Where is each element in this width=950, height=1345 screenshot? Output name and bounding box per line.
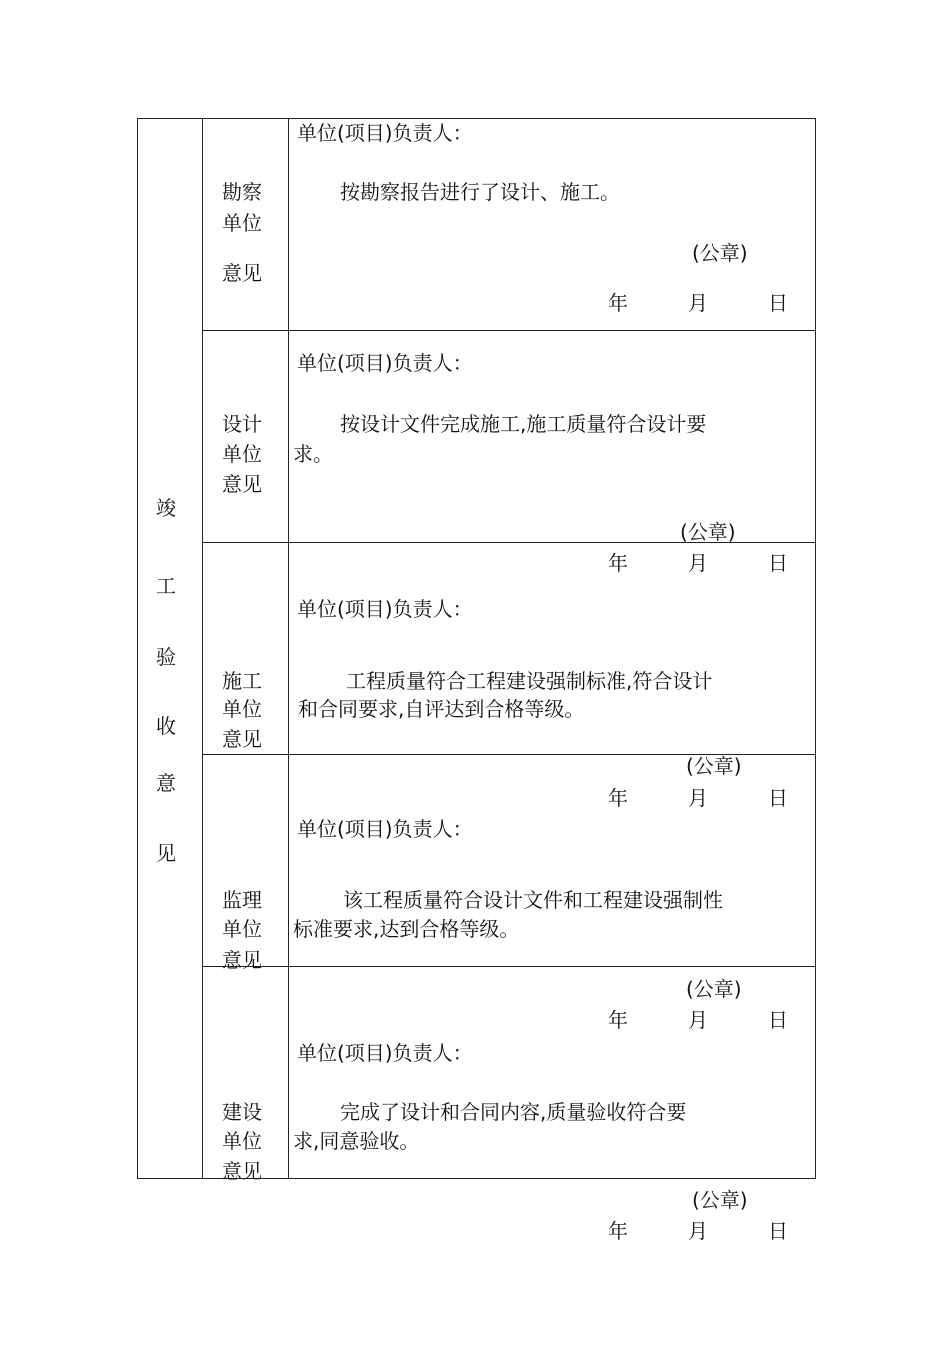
opinion-text: 标准要求,达到合格等级。 — [293, 917, 520, 941]
date-month: 月 — [688, 551, 708, 575]
date-month: 月 — [688, 1008, 708, 1032]
date-month: 月 — [688, 1219, 708, 1243]
opinion-text: 求,同意验收。 — [293, 1129, 420, 1153]
section-title-char: 工 — [156, 574, 176, 598]
row-label: 设计 — [222, 412, 262, 436]
seal-label: (公章) — [686, 977, 742, 1001]
row-label: 意见 — [222, 261, 262, 285]
date-year: 年 — [608, 551, 628, 575]
date-year: 年 — [608, 1008, 628, 1032]
signer-label: 单位(项目)负责人： — [297, 121, 473, 145]
date-day: 日 — [768, 1219, 788, 1243]
date-day: 日 — [768, 551, 788, 575]
section-title-char: 见 — [156, 841, 176, 865]
signer-label: 单位(项目)负责人： — [297, 817, 473, 841]
seal-label: (公章) — [692, 1188, 748, 1212]
row-label: 意见 — [222, 472, 262, 496]
row-label: 建设 — [222, 1100, 262, 1124]
row-label: 监理 — [222, 888, 262, 912]
signer-label: 单位(项目)负责人： — [297, 597, 473, 621]
row-label: 单位 — [222, 442, 262, 466]
row-label: 单位 — [222, 917, 262, 941]
date-month: 月 — [688, 291, 708, 315]
signer-label: 单位(项目)负责人： — [297, 1041, 473, 1065]
date-day: 日 — [768, 786, 788, 810]
row-label: 施工 — [222, 669, 262, 693]
row-label: 意见 — [222, 1159, 262, 1183]
date-year: 年 — [608, 786, 628, 810]
row-label: 勘察 — [222, 180, 262, 204]
section-title-char: 收 — [156, 714, 176, 738]
signer-label: 单位(项目)负责人： — [297, 351, 473, 375]
column-divider-2 — [288, 118, 289, 1179]
row-label: 单位 — [222, 211, 262, 235]
opinion-text: 该工程质量符合设计文件和工程建设强制性 — [343, 888, 723, 912]
seal-label: (公章) — [692, 241, 748, 265]
row-label: 单位 — [222, 697, 262, 721]
row-label: 单位 — [222, 1129, 262, 1153]
date-day: 日 — [768, 1008, 788, 1032]
seal-label: (公章) — [686, 754, 742, 778]
row-divider — [202, 966, 816, 967]
opinion-text: 和合同要求,自评达到合格等级。 — [298, 697, 585, 721]
row-label: 意见 — [222, 727, 262, 751]
column-divider-1 — [202, 118, 203, 1179]
border-top — [137, 118, 816, 119]
opinion-text: 按勘察报告进行了设计、施工。 — [340, 180, 620, 204]
row-label: 意见 — [222, 948, 262, 972]
border-left — [137, 118, 138, 1179]
border-right — [815, 118, 816, 1179]
opinion-text: 按设计文件完成施工,施工质量符合设计要 — [340, 412, 707, 436]
opinion-text: 完成了设计和合同内容,质量验收符合要 — [340, 1100, 687, 1124]
section-title-char: 意 — [156, 771, 176, 795]
seal-label: (公章) — [680, 520, 736, 544]
date-month: 月 — [688, 786, 708, 810]
row-divider — [202, 330, 816, 331]
section-title-char: 竣 — [156, 496, 176, 520]
opinion-text: 求。 — [293, 442, 333, 466]
date-year: 年 — [608, 291, 628, 315]
opinion-text: 工程质量符合工程建设强制标准,符合设计 — [346, 669, 713, 693]
date-day: 日 — [768, 291, 788, 315]
section-title-char: 验 — [156, 645, 176, 669]
date-year: 年 — [608, 1219, 628, 1243]
